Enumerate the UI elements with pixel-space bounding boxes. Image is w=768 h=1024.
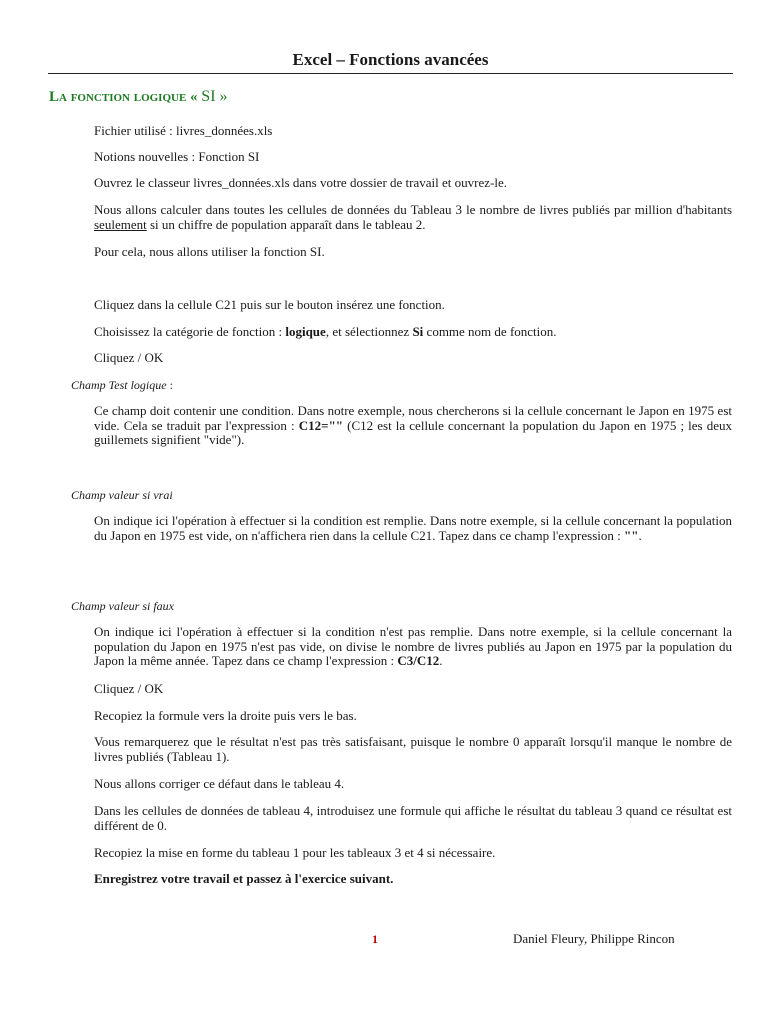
text-span: (C12 est la cellule concernant la population du Japon en 1975 ; les deux guillemets signifient "vide"). [94, 417, 732, 447]
file-used-line: Fichier utilisé : livres_données.xls [94, 123, 273, 138]
paragraph-result-remark: Vous remarquerez que le résultat n'est pas très satisfaisant, puisque le nombre 0 apparaît lorsqu'il manque le nombre de livres publiés (Tableau 1). [94, 734, 732, 764]
text-span: . [638, 527, 642, 543]
bold-expression: C3/C12 [397, 653, 440, 668]
text-span: si un chiffre de population apparaît dans le tableau 2. [146, 216, 426, 232]
label-text: Champ Test logique [71, 378, 167, 392]
instruction-open-workbook: Ouvrez le classeur livres_données.xls dans votre dossier de travail et ouvrez-le. [94, 175, 507, 190]
instruction-copy-formula: Recopiez la formule vers la droite puis vers le bas. [94, 708, 357, 723]
underlined-word: seulement [94, 216, 147, 232]
paragraph-valeur-si-faux [94, 625, 732, 669]
instruction-table4-formula: Dans les cellules de données de tableau 4, introduisez une formule qui affiche le résultat du tableau 3 quand ce résultat est différent de 0. [94, 803, 732, 833]
instruction-calculate [94, 203, 732, 232]
instruction-choose-category [94, 325, 732, 340]
section-title [49, 88, 228, 106]
label-valeur-si-vrai: Champ valeur si vrai [71, 488, 173, 502]
document-title: Excel – Fonctions avancées [292, 50, 489, 69]
label-suffix: : [166, 378, 173, 392]
text-span: . [439, 653, 443, 668]
label-valeur-si-faux: Champ valeur si faux [71, 599, 174, 613]
instruction-correct-table4: Nous allons corriger ce défaut dans le tableau 4. [94, 776, 345, 791]
text-span: On indique ici l'opération à effectuer si la condition est remplie. Dans notre exemple, si la cellule concernant la population du Japon en 1975 est vide, on n'affichera rien dans la cellule C21. Tapez dans ce champ l'expression : [94, 513, 732, 543]
paragraph-test-logique [94, 404, 732, 448]
instruction-click-ok: Cliquez / OK [94, 350, 164, 365]
text-span: Nous allons calculer dans toutes les cellules de données du Tableau 3 le nombre de livres publiés par million d'habitants [94, 202, 732, 217]
label-test-logique [71, 378, 173, 393]
text-span: , et sélectionnez [325, 324, 413, 339]
page-number: 1 [372, 932, 378, 946]
section-title-end: » [215, 88, 228, 105]
paragraph-valeur-si-vrai [94, 514, 732, 543]
new-notions-line: Notions nouvelles : Fonction SI [94, 149, 260, 164]
footer-authors: Daniel Fleury, Philippe Rincon [513, 931, 675, 946]
section-title-si: SI [201, 88, 216, 105]
header-divider [48, 73, 733, 74]
instruction-click-c21: Cliquez dans la cellule C21 puis sur le bouton insérez une fonction. [94, 297, 445, 312]
text-span: Ce champ doit contenir une condition. Dans notre exemple, nous chercherons si la cellule concernant le Japon en 1975 est vide. Cela se traduit par l'expression : [94, 403, 732, 433]
bold-term: Si [412, 324, 424, 339]
section-title-text: La fonction logique « [49, 89, 202, 105]
instruction-click-ok-2: Cliquez / OK [94, 681, 164, 696]
text-span: On indique ici l'opération à effectuer si la condition n'est pas remplie. Dans notre exemple, si la cellule concernant la population du Japon en 1975 n'est pas vide, on divise le nombre de livres publiés au Japon en 1975 par la population du Japon la même année. Tapez dans ce champ l'expression : [94, 624, 732, 668]
bold-term: logique [285, 324, 326, 339]
instruction-save-work: Enregistrez votre travail et passez à l'exercice suivant. [94, 871, 394, 886]
bold-expression: C12="" [298, 417, 344, 433]
text-span: Choisissez la catégorie de fonction : [94, 324, 286, 339]
text-span: comme nom de fonction. [423, 324, 557, 339]
instruction-use-si: Pour cela, nous allons utiliser la fonction SI. [94, 244, 325, 259]
instruction-copy-format: Recopiez la mise en forme du tableau 1 pour les tableaux 3 et 4 si nécessaire. [94, 845, 496, 860]
bold-expression: "" [624, 527, 639, 543]
